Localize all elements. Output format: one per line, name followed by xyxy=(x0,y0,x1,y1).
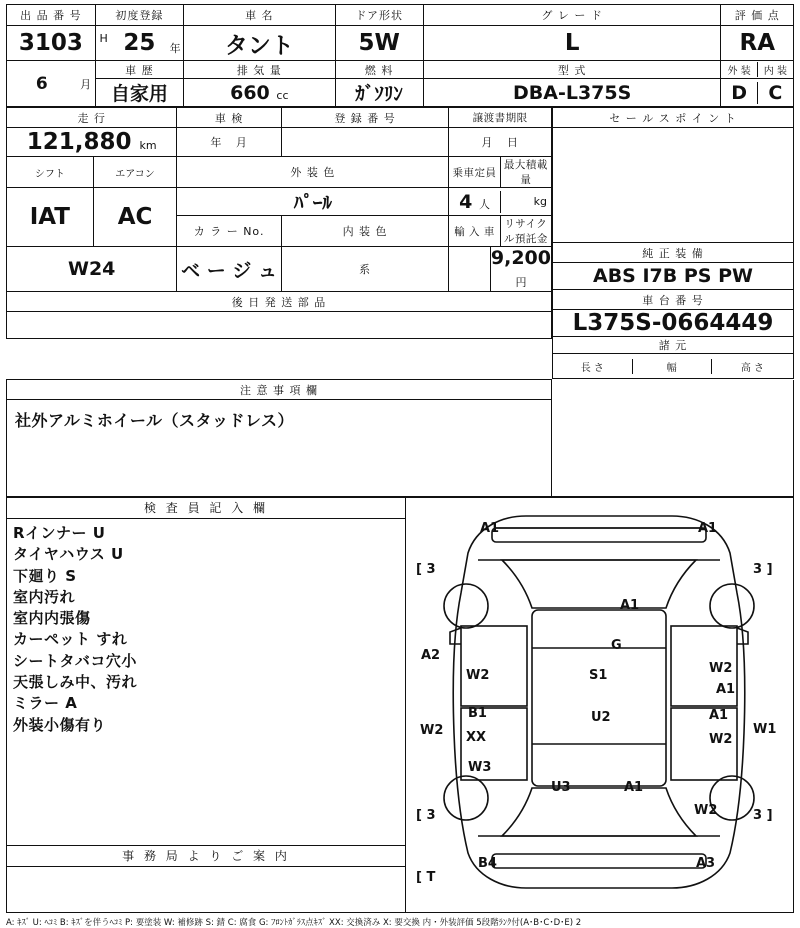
import-recycle-values xyxy=(449,247,552,292)
inspector-panel xyxy=(6,497,406,913)
mileage-value xyxy=(7,128,177,157)
grade-label: グ レ ー ド xyxy=(423,5,721,26)
shaken-label: 車 検 xyxy=(177,108,281,128)
damage-mark: [ T xyxy=(416,870,436,885)
width-label: 幅 xyxy=(632,359,711,374)
reg-date xyxy=(95,26,183,61)
reg-label: 初度登録 xyxy=(95,5,183,26)
shift-label: シフト xyxy=(7,157,94,188)
damage-mark: A1 xyxy=(698,521,718,536)
intcolor-text: ベ ー ジ ュ xyxy=(181,259,278,282)
seats-unit: 人 xyxy=(478,197,490,211)
damage-mark: W3 xyxy=(468,760,492,775)
list-item: タイヤハウス U xyxy=(13,545,124,564)
seats-number: 4 xyxy=(459,190,473,213)
import-label: 輸 入 車 xyxy=(449,216,500,246)
door-label: ドア形状 xyxy=(335,5,423,26)
extcolor-label: 外 装 色 xyxy=(177,157,449,188)
colorno-value: W24 xyxy=(7,247,177,292)
spec-column xyxy=(6,107,552,379)
notes-label: 注 意 事 項 欄 xyxy=(7,380,552,400)
damage-mark: U3 xyxy=(551,780,571,795)
recycle-value xyxy=(490,247,551,291)
colorno-label: カ ラ ー No. xyxy=(177,216,281,247)
header-table xyxy=(6,4,794,107)
damage-mark: A3 xyxy=(696,856,716,871)
dims-label: 諸 元 xyxy=(553,337,794,354)
seats-maxload-labels xyxy=(449,157,552,188)
lot-value: 3103 xyxy=(7,26,96,61)
mileage-number: 121,880 xyxy=(26,129,132,155)
damage-mark: W2 xyxy=(709,661,733,676)
height-label: 高 さ xyxy=(740,362,765,374)
notes-table xyxy=(6,379,794,497)
sales-table xyxy=(552,107,794,379)
seats-label: 乗車定員 xyxy=(449,157,500,187)
intcolor-suffix: 系 xyxy=(281,247,449,292)
reg-year-unit: 年 xyxy=(169,42,181,55)
list-item: 外装小傷有り xyxy=(13,715,107,734)
transfer-label: 譲渡書期限 xyxy=(449,108,552,128)
damage-mark: XX xyxy=(466,730,487,745)
dims-row xyxy=(553,354,794,379)
regno-label: 登 録 番 号 xyxy=(281,108,449,128)
transfer-month: 月 xyxy=(481,136,494,149)
extcolor-value: ﾊﾟｰﾙ xyxy=(177,188,449,216)
lot-label: 出 品 番 号 xyxy=(7,5,96,26)
damage-mark: W2 xyxy=(694,803,718,818)
disp-label: 排 気 量 xyxy=(184,61,335,79)
damage-mark: U2 xyxy=(591,710,611,725)
aircon-value: AC xyxy=(93,188,177,247)
inspection-section xyxy=(6,497,794,913)
damage-mark: G xyxy=(611,638,622,653)
shift-value: IAT xyxy=(7,188,94,247)
mileage-label: 走 行 xyxy=(7,108,177,128)
damage-mark: A1 xyxy=(716,682,736,697)
later-ship-value xyxy=(7,312,552,339)
spec-table xyxy=(6,107,552,339)
reg-month-cell xyxy=(7,61,96,107)
reg-era: H xyxy=(99,32,108,45)
aircon-label: エアコン xyxy=(93,157,177,188)
ext-label: 外 装 xyxy=(721,62,757,77)
score-value: RA xyxy=(721,26,794,61)
transfer-value xyxy=(449,128,552,157)
ext-int-labels xyxy=(721,61,794,79)
sales-point-value xyxy=(553,128,794,243)
intcolor-value xyxy=(177,247,281,292)
car-diagram xyxy=(406,498,793,904)
damage-mark: W2 xyxy=(709,732,733,747)
damage-mark: A1 xyxy=(624,780,644,795)
history-label: 車 歴 xyxy=(95,61,183,79)
damage-mark: [ 3 xyxy=(416,808,436,823)
shaken-month: 月 xyxy=(235,136,248,149)
vin-label: 車 台 番 号 xyxy=(553,290,794,310)
ext-int-values xyxy=(721,79,794,107)
score-label: 評 価 点 xyxy=(721,5,794,26)
import-value xyxy=(449,247,490,291)
recycle-unit: 円 xyxy=(515,276,527,289)
maxload-label: 最大積載量 xyxy=(503,159,548,186)
int-value: C xyxy=(768,81,783,104)
transfer-day: 日 xyxy=(506,136,519,149)
equip-value: ABS I7B PS PW xyxy=(553,263,794,290)
office-label: 事 務 局 よ り ご 案 内 xyxy=(7,845,405,867)
mileage-unit: km xyxy=(139,139,157,152)
list-item: 室内汚れ xyxy=(13,587,76,606)
damage-mark: A2 xyxy=(421,648,441,663)
history-value: 自家用 xyxy=(95,79,183,107)
shaken-value xyxy=(177,128,281,157)
car-name-label: 車 名 xyxy=(184,5,335,26)
seats-maxload-values xyxy=(449,188,552,216)
damage-mark: A1 xyxy=(480,521,500,536)
damage-mark: [ 3 xyxy=(416,562,436,577)
list-item: ミラー A xyxy=(13,694,78,713)
model-value: DBA-L375S xyxy=(423,79,721,107)
ext-value: D xyxy=(721,82,757,104)
damage-mark: B4 xyxy=(478,856,497,871)
list-item: 下廻り S xyxy=(13,566,77,585)
equip-label: 純 正 装 備 xyxy=(553,243,794,263)
damage-mark: S1 xyxy=(589,668,608,683)
disp-value xyxy=(184,79,335,107)
list-item: Rインナー U xyxy=(13,524,106,542)
damage-mark: W2 xyxy=(466,668,490,683)
maxload-value: kg xyxy=(533,195,547,208)
damage-mark: A1 xyxy=(709,708,729,723)
damage-mark: A1 xyxy=(620,598,640,613)
damage-mark: W2 xyxy=(420,723,444,738)
reg-month-unit: 月 xyxy=(80,77,92,91)
notes-text: 社外アルミホイール（スタッドレス） xyxy=(7,400,552,497)
inspection-label: 検 査 員 記 入 欄 xyxy=(7,498,405,519)
damage-mark: 3 ] xyxy=(753,562,773,577)
list-item: 室内内張傷 xyxy=(13,609,91,628)
shaken-year: 年 xyxy=(210,136,223,149)
door-value: 5W xyxy=(335,26,423,61)
legend-footer: A: ｷｽﾞ U: ﾍｺﾐ B: ｷｽﾞを伴うﾍｺﾐ P: 要塗装 W: 補修跡 S: 錆 C: 腐食 G: ﾌﾛﾝﾄｶﾞﾗｽ点ｷｽﾞ XX: 交換済み X: 要交換 内・外装評価 5段階ﾗﾝｸ付(A･B･C･D･E) 2 xyxy=(6,918,582,928)
damage-mark: W1 xyxy=(753,722,777,737)
int-label: 内 装 xyxy=(763,66,787,77)
fuel-value: ｶﾞｿﾘﾝ xyxy=(335,79,423,107)
model-label: 型 式 xyxy=(423,61,721,79)
vin-value: L375S-0664449 xyxy=(553,310,794,337)
list-item: カーペット すれ xyxy=(13,630,128,649)
car-outline-svg xyxy=(406,498,792,904)
disp-unit: cc xyxy=(276,88,289,102)
list-item: 天張しみ中、汚れ xyxy=(13,673,138,692)
seats-value xyxy=(449,191,500,213)
reg-month: 6 xyxy=(35,73,48,94)
recycle-label: リサイクル預託金 xyxy=(503,218,548,245)
length-label: 長 さ xyxy=(553,359,632,374)
recycle-number: 9,200 xyxy=(490,247,551,269)
inspection-list xyxy=(7,519,405,845)
main-section xyxy=(6,107,794,379)
car-name-value: タント xyxy=(184,26,335,61)
sales-column xyxy=(552,107,794,379)
office-text xyxy=(7,867,405,912)
damage-diagram-panel xyxy=(406,497,794,913)
grade-value: L xyxy=(423,26,721,61)
list-item: シートタバコ穴小 xyxy=(13,651,137,670)
disp-number: 660 xyxy=(230,81,270,104)
import-recycle-labels xyxy=(449,216,552,247)
sales-point-label: セ ー ル ス ポ イ ン ト xyxy=(553,108,794,128)
regno-value xyxy=(281,128,449,157)
intcolor-label: 内 装 色 xyxy=(281,216,449,247)
damage-mark: 3 ] xyxy=(753,808,773,823)
later-ship-label: 後 日 発 送 部 品 xyxy=(7,292,552,312)
reg-year: 25 xyxy=(123,30,156,56)
damage-mark: B1 xyxy=(468,706,487,721)
fuel-label: 燃 料 xyxy=(335,61,423,79)
